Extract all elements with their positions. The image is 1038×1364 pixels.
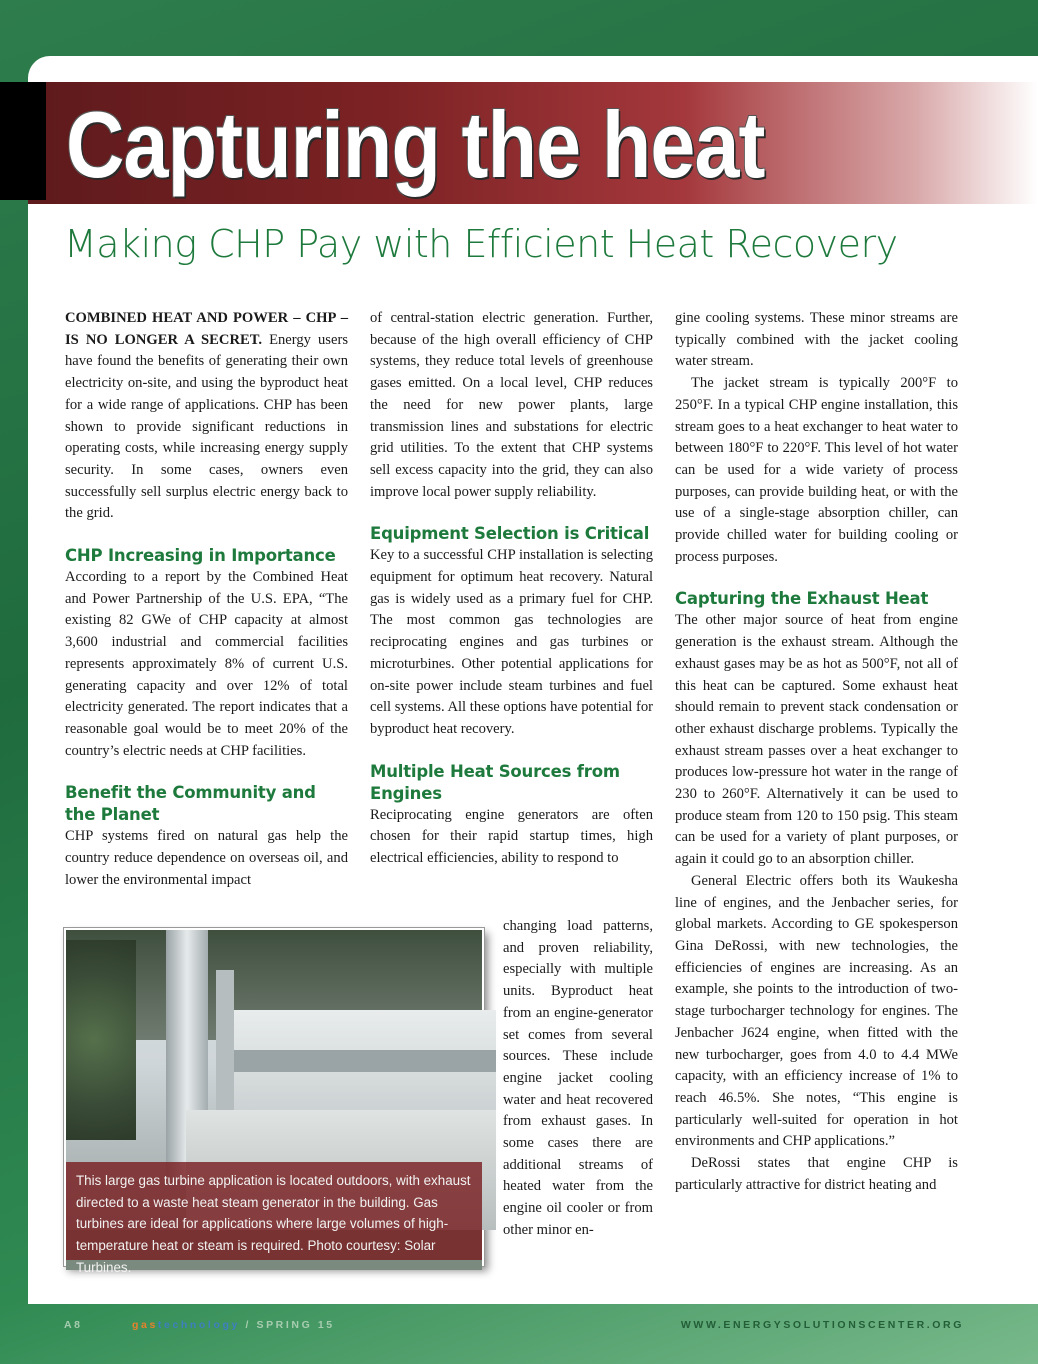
column-2 [370, 308, 653, 870]
publication-gas: gas [132, 1319, 158, 1331]
edge-tab [0, 82, 46, 200]
page-number: A8 [64, 1319, 83, 1331]
column-3 [675, 308, 958, 1196]
paragraph-exhaust-heat: The other major source of heat from engine generation is the exhaust stream. Although the exhaust gases may be as hot as 500°F, not all of this heat can be captured. Some exhaust heat should remain to prevent stack condensation or other exhaust discharge problems. Typically the exhaust stream passes over a heat exchanger to produces low-pressure hot water in the range of 230 to 260°F. Alternatively it can be used to produce steam from 120 to 150 psig. This steam can be used for a variety of plant purposes, or again it could go to an absorption chiller. [675, 612, 958, 868]
paragraph-general-electric: General Electric offers both its Waukesha line of engines, and the Jenbacher series, for global markets. According to GE spokesperson Gina DeRossi, with new technologies, the efficiencies of engines are increasing. As an example, she points to the introduction of two-stage turbocharger technology for engines. The Jenbacher J624 engine, when fitted with the new turbocharger, goes from 4.0 to 4.4 MWe capacity, with an efficiency increase of 1% to reach 46.5%. She notes, “This engine is particularly well-suited for operation in hot environments and CHP applications.” [675, 872, 958, 1150]
photo-caption: This large gas turbine application is located outdoors, with exhaust directed to a waste heat steam generator in the building. Gas turbines are ideal for applications where large volumes of high-temperature heat or steam is required. Photo courtesy: Solar Turbines. [66, 1162, 482, 1260]
heading-exhaust-heat: Capturing the Exhaust Heat [675, 589, 929, 609]
publication-name [132, 1319, 335, 1331]
lead-in: COMBINED HEAT AND POWER – CHP – IS NO LONGER A SECRET. [65, 310, 348, 348]
heading-equipment-selection: Equipment Selection is Critical [370, 524, 650, 544]
paragraph-derossi: DeRossi states that engine CHP is particularly attractive for district heating and [675, 1155, 958, 1193]
paragraph-multiple-heat-sources-cont: changing load patterns, and proven reliability, especially with multiple units. Byproduct heat from an engine-generator set comes from several sources. These include engine jacket cooling water and heat recovered from exhaust gases. In some cases there are additional streams of heated water from the engine oil cooler or from other minor en- [503, 918, 653, 1238]
paragraph-equipment-selection: Key to a successful CHP installation is selecting equipment for optimum heat recovery. Natural gas is widely used as a primary fuel for CHP. The most common gas technologies are reciprocating engines and gas turbines or microturbines. Other potential applications for on-site power include steam turbines and fuel cell systems. All these options have potential for byproduct heat recovery. [370, 547, 653, 737]
article-title: Capturing the heat [66, 92, 765, 197]
paragraph-jacket-stream: The jacket stream is typically 200°F to 250°F. In a typical CHP engine installation, this stream goes to a heat exchanger to heat water to between 180°F to 220°F. This level of hot water can be used for a wide variety of process purposes, can provide building heat, or with the use of a single-stage absorption chiller, can provide chilled water for building cooling or process purposes. [675, 375, 958, 565]
paragraph-multiple-heat-sources: Reciprocating engine generators are often chosen for their rapid startup times, high electrical efficiencies, ability to respond to [370, 806, 653, 867]
paragraph-generation-cont: of central-station electric generation. Further, because of the high overall efficiency of CHP systems, they reduce total levels of greenhouse gases emitted. On a local level, CHP reduces the need for new power plants, large transmission lines and substations for electric grid utilities. To the extent that CHP systems sell excess capacity into the grid, they can also improve local power supply reliability. [370, 310, 653, 500]
intro-paragraph [65, 308, 348, 525]
publication-issue: / SPRING 15 [239, 1319, 335, 1331]
heading-benefit-community: Benefit the Community and the Planet [65, 783, 316, 825]
heading-multiple-heat-sources: Multiple Heat Sources from Engines [370, 761, 620, 803]
column-1 [65, 308, 348, 891]
paragraph-benefit-community: CHP systems fired on natural gas help the country reduce dependence on overseas oil, and lower the environmental impact [65, 828, 348, 888]
article-subtitle: Making CHP Pay with Efficient Heat Recovery [64, 222, 898, 266]
paragraph-chp-importance: According to a report by the Combined Heat and Power Partnership of the U.S. EPA, “The existing 82 GWe of CHP capacity at almost 3,600 industrial and commercial facilities represents approximately 8% of current U.S. generating capacity and over 12% of total electricity generated. The report indicates that a reasonable goal would be to meet 20% of the country’s electric needs at CHP facilities. [65, 569, 348, 759]
turbine-photo [64, 928, 484, 1275]
intro-text: Energy users have found the benefits of generating their own electricity on-site, and using the byproduct heat for a wide range of applications. CHP has been shown to provide significant reductions in operating costs, while increasing energy supply security. In some cases, owners even successfully sell surplus electric energy back to the grid. [65, 331, 349, 522]
paragraph-cooling-cont: gine cooling systems. These minor streams are typically combined with the jacket cooling water stream. [675, 310, 958, 370]
publication-technology: technology [157, 1319, 240, 1331]
website-url[interactable]: WWW.ENERGYSOLUTIONSCENTER.ORG [680, 1319, 964, 1331]
page-footer [0, 1310, 1024, 1340]
article-page [28, 56, 1038, 1304]
column-2-wrap [503, 916, 653, 1242]
heading-chp-importance: CHP Increasing in Importance [65, 546, 336, 566]
